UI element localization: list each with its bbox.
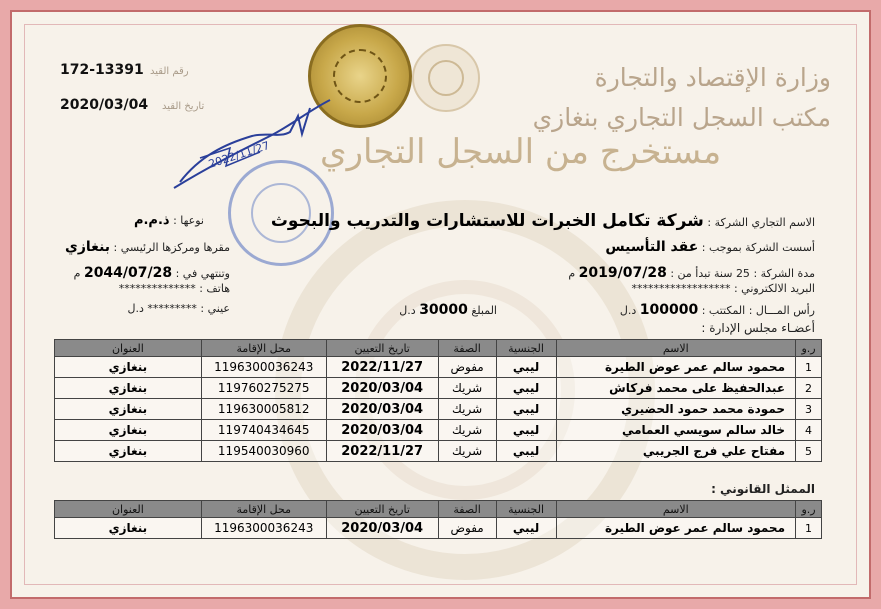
rep-residence: 1196300036243 [201, 518, 326, 539]
registry-date-label: تاريخ القيد [162, 101, 205, 112]
member-role: شريك [438, 378, 496, 399]
member-nationality: ليبي [496, 378, 556, 399]
col-role: الصفة [438, 501, 496, 518]
end-row [74, 265, 230, 281]
end-label: وتنتهي في : [175, 267, 230, 280]
member-date: 2022/11/27 [326, 441, 438, 462]
row-number: 2 [796, 378, 822, 399]
end-suffix: م [73, 267, 81, 280]
registry-number: 172-13391 [60, 62, 144, 78]
member-residence: 119540030960 [201, 441, 326, 462]
rep-date: 2020/03/04 [326, 518, 438, 539]
col-appointment-date: تاريخ التعيين [326, 340, 438, 357]
member-role: شريك [438, 441, 496, 462]
member-date: 2020/03/04 [326, 399, 438, 420]
signature-date: 2022/11/27 [206, 138, 272, 171]
member-address: بنغازي [55, 357, 202, 378]
state-emblem-icon [412, 44, 480, 112]
member-date: 2020/03/04 [326, 378, 438, 399]
phone-row [119, 282, 230, 295]
email-row [631, 282, 815, 295]
company-name: شركة تكامل الخبرات للاستشارات والتدريب والبحوث [270, 211, 704, 231]
col-address: العنوان [55, 501, 202, 518]
ministry-line-2: مكتب السجل التجاري بنغازي [532, 103, 831, 132]
rep-role: مفوض [438, 518, 496, 539]
founded-value: عقد التأسيس [605, 239, 699, 255]
table-row [55, 420, 822, 441]
rep-name: محمود سالم عمر عوض الطيرة [556, 518, 795, 539]
paid-row [399, 302, 497, 318]
row-number: 1 [796, 518, 822, 539]
member-residence: 1196300036243 [201, 357, 326, 378]
member-residence: 119760275275 [201, 378, 326, 399]
capital-value: 100000 [639, 302, 699, 318]
company-type-label: نوعها : [173, 214, 204, 227]
ministry-name [533, 58, 831, 138]
paid-value: 30000 [419, 302, 468, 318]
member-address: بنغازي [55, 378, 202, 399]
member-nationality: ليبي [496, 441, 556, 462]
rep-address: بنغازي [55, 518, 202, 539]
phone-value: ************** [118, 282, 196, 295]
duration-label: مدة الشركة : [753, 267, 815, 280]
phone-label: هاتف : [199, 282, 230, 295]
founded-label: أسست الشركة بموجب : [701, 241, 815, 254]
end-date: 2044/07/28 [83, 265, 173, 281]
company-type: ذ.م.م [133, 213, 170, 228]
capital-row [620, 302, 815, 318]
col-nationality: الجنسية [496, 340, 556, 357]
member-address: بنغازي [55, 441, 202, 462]
col-residence: محل الإقامة [201, 501, 326, 518]
legal-rep-header-row [55, 501, 822, 518]
certificate-title: مستخرج من السجل التجاري [320, 132, 722, 172]
table-row [55, 518, 822, 539]
hq-label: مقرها ومركزها الرئيسي : [113, 241, 230, 254]
email-value: ****************** [631, 282, 731, 295]
member-nationality: ليبي [496, 420, 556, 441]
col-name: الاسم [556, 501, 795, 518]
hq-row [65, 239, 230, 255]
registry-date: 2020/03/04 [60, 97, 149, 113]
company-name-row [271, 211, 815, 231]
member-name: عبدالحفيظ على محمد فركاش [556, 378, 796, 399]
table-row [55, 441, 822, 462]
member-name: خالد سالم سويسي العمامي [556, 420, 796, 441]
col-appointment-date: تاريخ التعيين [326, 501, 438, 518]
table-row [55, 357, 822, 378]
member-residence: 119740434645 [201, 420, 326, 441]
col-role: الصفة [438, 340, 496, 357]
member-role: شريك [438, 420, 496, 441]
board-header-row [55, 340, 822, 357]
table-row [55, 378, 822, 399]
legal-rep-title: الممثل القانوني : [711, 482, 815, 496]
member-role: شريك [438, 399, 496, 420]
row-number: 1 [796, 357, 822, 378]
rep-nationality: ليبي [496, 518, 556, 539]
registry-number-label: رقم القيد [150, 66, 189, 77]
table-row [55, 399, 822, 420]
col-nationality: الجنسية [496, 501, 556, 518]
legal-rep-table [54, 500, 822, 539]
start-date-suffix: م [568, 267, 576, 280]
member-role: مفوض [438, 357, 496, 378]
row-number: 4 [796, 420, 822, 441]
founded-row [605, 239, 815, 255]
col-address: العنوان [55, 340, 202, 357]
hq-value: بنغازي [65, 239, 111, 255]
board-table [54, 339, 822, 462]
col-number: ر.و [796, 340, 822, 357]
col-name: الاسم [556, 340, 796, 357]
paid-label: المبلغ [471, 304, 497, 317]
board-title: أعضـاء مجلس الإدارة : [701, 321, 815, 335]
member-name: محمود سالم عمر عوض الطيرة [556, 357, 796, 378]
ministry-line-1: وزارة الإقتصاد والتجارة [594, 63, 831, 92]
inkind-unit: د.ل [127, 302, 144, 315]
row-number: 5 [796, 441, 822, 462]
company-name-label: الاسم التجاري الشركة : [707, 216, 815, 229]
member-date: 2022/11/27 [326, 357, 438, 378]
member-nationality: ليبي [496, 357, 556, 378]
member-nationality: ليبي [496, 399, 556, 420]
paid-unit: د.ل [399, 304, 416, 317]
member-date: 2020/03/04 [326, 420, 438, 441]
inkind-label: عيني : [200, 302, 230, 315]
capital-unit: د.ل [619, 304, 637, 317]
member-residence: 119630005812 [201, 399, 326, 420]
col-number: ر.و [796, 501, 822, 518]
duration-value: 25 سنة تبدأ من : [670, 267, 750, 280]
email-label: البريد الالكتروني : [733, 282, 815, 295]
duration-row [568, 265, 815, 281]
member-address: بنغازي [55, 399, 202, 420]
inkind-row [128, 302, 230, 315]
company-type-row [134, 213, 204, 228]
member-name: مفتاح علي فرج الجريبي [556, 441, 796, 462]
start-date: 2019/07/28 [578, 265, 667, 281]
member-address: بنغازي [55, 420, 202, 441]
col-residence: محل الإقامة [201, 340, 326, 357]
capital-label: رأس المـــال : المكتتب : [701, 304, 815, 317]
row-number: 3 [796, 399, 822, 420]
inkind-value: ********* [147, 302, 197, 315]
member-name: حمودة محمد حمود الحضيري [556, 399, 796, 420]
